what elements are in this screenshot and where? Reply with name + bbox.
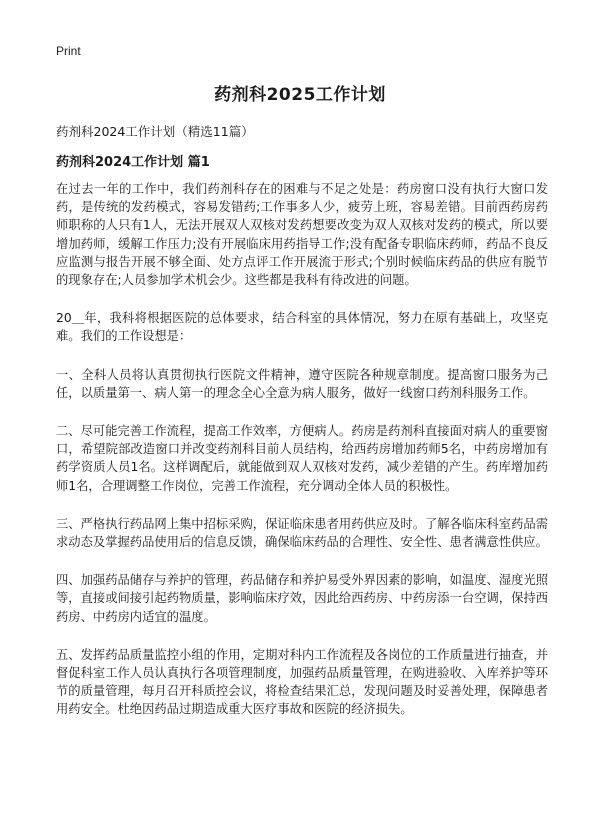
paragraph-intro: 在过去一年的工作中，我们药剂科存在的困难与不足之处是：药房窗口没有执行大窗口发药，是传统的发药模式，容易发错药;工作事多人少，疲劳上班，容易差错。目前西药房药师职称的人只有1人，无法开展双人双核对发药想要改变为双人双核对发药的模式，所以要增加药师，缓解工作压力;没有开展临床用药指导工作;没有配备专职临床药师，药品不良反应监测与报告开展不够全面、处方点评工作开展流于形式;个别时候临床药品的供应有脱节的现象存在;人员参加学术机会少。这些都是我科有待改进的问题。 bbox=[56, 182, 548, 288]
section-heading: 药剂科2024工作计划 篇1 bbox=[56, 155, 210, 170]
paragraph-plan-intro: 20＿年，我科将根据医院的总体要求，结合科室的具体情况，努力在原有基础上，攻坚克难。我们的工作设想是： bbox=[56, 311, 548, 344]
print-link[interactable]: Print bbox=[56, 44, 81, 58]
paragraph-item-2: 二、尽可能完善工作流程，提高工作效率，方便病人。药房是药剂科直接面对病人的重要窗口，希望院部改造窗口并改变药剂科目前人员结构，给西药房增加药师5名，中药房增加有药学资质人员1名。这样调配后，就能做到双人双核对发药，减少差错的产生。药库增加药师1名，合理调整工作岗位，完善工作流程，充分调动全体人员的积极性。 bbox=[56, 424, 548, 493]
document-title: 药剂科2025工作计划 bbox=[214, 85, 386, 105]
document-subtitle: 药剂科2024工作计划（精选11篇） bbox=[56, 124, 254, 139]
paragraph-item-1: 一、全科人员将认真贯彻执行医院文件精神，遵守医院各种规章制度。提高窗口服务为己任，以质量第一、病人第一的理念全心全意为病人服务，做好一线窗口药剂科服务工作。 bbox=[56, 367, 548, 400]
paragraph-item-3: 三、严格执行药品网上集中招标采购，保证临床患者用药供应及时。了解各临床科室药品需求动态及掌握药品使用后的信息反馈，确保临床药品的合理性、安全性、患者满意性供应。 bbox=[56, 516, 548, 550]
paragraph-item-5: 五、发挥药品质量监控小组的作用，定期对科内工作流程及各岗位的工作质量进行抽查，并督促科室工作人员认真执行各项管理制度，加强药品质量管理，在购进验收、入库养护等环节的质量管理，每月召开科质控会议，将检查结果汇总，发现问题及时妥善处理，保障患者用药安全。杜绝因药品过期造成重大医疗事故和医院的经济损失。 bbox=[56, 647, 548, 717]
paragraph-item-4: 四、加强药品储存与养护的管理，药品储存和养护易受外界因素的影响，如温度、湿度光照等，直接或间接引起药物质量，影响临床疗效，因此给西药房、中药房添一台空调，保持西药房、中药房内适宜的温度。 bbox=[56, 573, 548, 624]
document-body bbox=[56, 180, 548, 739]
